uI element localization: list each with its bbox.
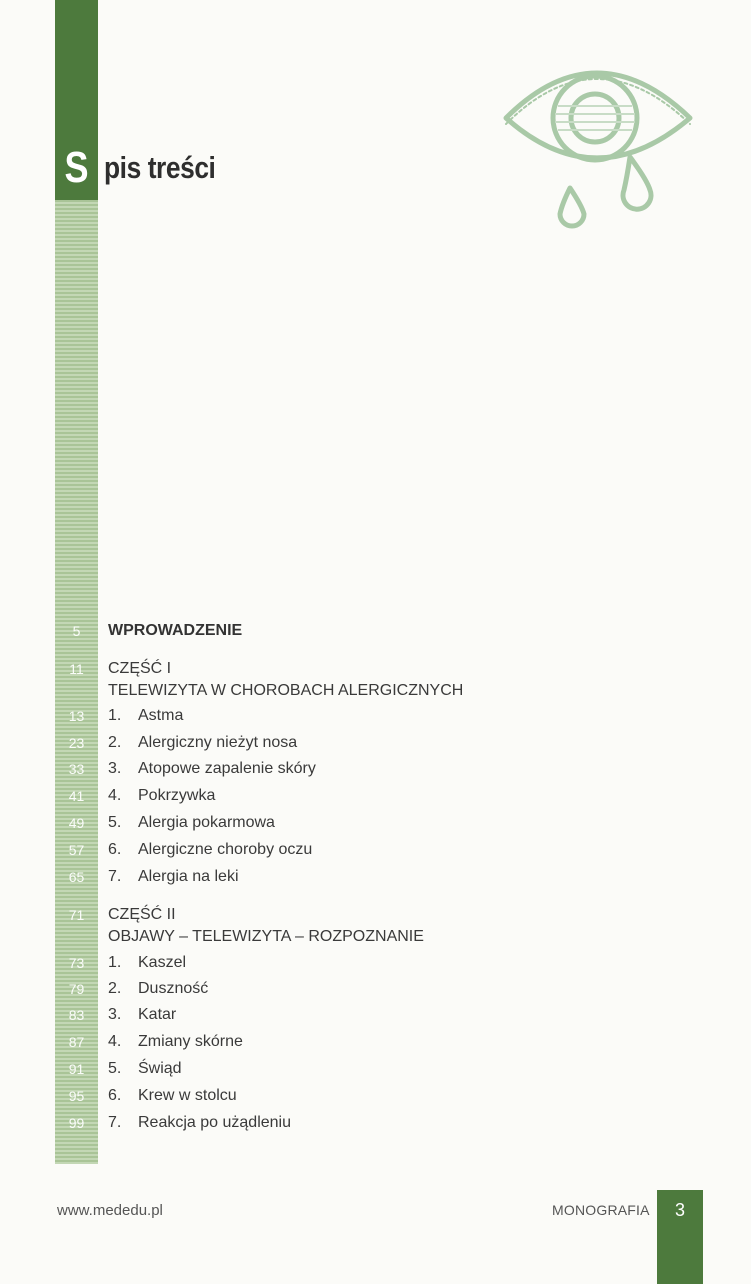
toc-page-number: 23 [68,735,85,751]
entry-number: 6. [108,1087,122,1104]
footer-url[interactable]: www.mededu.pl [57,1202,163,1219]
list-item[interactable] [0,950,751,976]
part-label: CZĘŚĆ I [108,660,172,677]
list-item[interactable] [0,703,751,729]
entry-title: Astma [138,707,184,724]
toc-entry [108,756,316,782]
list-item[interactable] [0,783,751,809]
toc-entry [108,864,239,890]
part-title: OBJAWY – TELEWIZYTA – ROZPOZNANIE [108,928,424,945]
entry-title: Alergia pokarmowa [138,814,275,831]
toc-part2-header[interactable] [0,902,751,945]
entry-number: 4. [108,1033,122,1050]
part-label: CZĘŚĆ II [108,906,176,923]
entry-number: 5. [108,1060,122,1077]
entry-title: Katar [138,1006,177,1023]
entry-title: Alergiczny nieżyt nosa [138,734,298,751]
entry-title: Alergia na leki [138,868,239,885]
entry-title: Duszność [138,980,209,997]
eye-with-tears-icon [500,48,700,240]
toc-page-number: 99 [68,1115,85,1131]
entry-title: Reakcja po użądleniu [138,1114,291,1131]
entry-title: Pokrzywka [138,787,216,804]
toc-page-number: 71 [68,907,85,923]
entry-title: Zmiany skórne [138,1033,243,1050]
toc-page-number: 79 [68,981,85,997]
list-item[interactable] [0,1029,751,1055]
toc-entry [108,1056,182,1082]
list-item[interactable] [0,1110,751,1136]
toc-page-number: 57 [68,842,85,858]
toc-page-number: 13 [68,708,85,724]
toc-entry [108,810,275,836]
toc-intro[interactable] [0,618,751,644]
list-item[interactable] [0,1002,751,1028]
list-item[interactable] [0,864,751,890]
entry-number: 2. [108,980,122,997]
toc-page-number: 91 [68,1061,85,1077]
entry-number: 1. [108,954,122,971]
list-item[interactable] [0,730,751,756]
entry-number: 1. [108,707,122,724]
entry-title: Krew w stolcu [138,1087,237,1104]
list-item[interactable] [0,1056,751,1082]
list-item[interactable] [0,1083,751,1109]
entry-title: Alergiczne choroby oczu [138,841,313,858]
title-initial: S [64,143,89,192]
toc-entry-title: WPROWADZENIE [108,622,243,639]
toc-entry [108,950,186,976]
toc-page-number: 41 [68,788,85,804]
entry-title: Atopowe zapalenie skóry [138,760,316,777]
toc-page-number: 83 [68,1007,85,1023]
toc-entry [108,1029,243,1055]
entry-title: Świąd [138,1060,182,1077]
toc-entry [108,1110,291,1136]
page-title: pis treści [104,150,216,185]
toc-page-number: 65 [68,869,85,885]
list-item[interactable] [0,810,751,836]
entry-number: 7. [108,1114,122,1131]
toc-entry [108,703,183,729]
list-item[interactable] [0,837,751,863]
entry-number: 6. [108,841,122,858]
entry-number: 3. [108,1006,122,1023]
toc-page-number: 11 [69,661,84,677]
footer-label: MONOGRAFIA [552,1202,650,1218]
toc-entry [108,1002,176,1028]
entry-number: 7. [108,868,122,885]
entry-number: 2. [108,734,122,751]
toc-entry [108,730,297,756]
list-item[interactable] [0,976,751,1002]
toc-page-number: 49 [68,815,85,831]
toc-part1-header[interactable] [0,656,751,699]
toc-page-number: 95 [68,1088,85,1104]
toc-entry [108,783,215,809]
toc-page-number: 87 [68,1034,85,1050]
toc-page-number: 5 [72,623,81,639]
page-number: 3 [674,1200,685,1220]
entry-number: 4. [108,787,122,804]
toc-page-number: 33 [68,761,85,777]
toc-page-number: 73 [68,955,85,971]
toc-entry [108,976,208,1002]
list-item[interactable] [0,756,751,782]
entry-title: Kaszel [138,954,187,971]
entry-number: 5. [108,814,122,831]
toc-entry [108,837,312,863]
toc-entry [108,1083,237,1109]
entry-number: 3. [108,760,122,777]
part-title: TELEWIZYTA W CHOROBACH ALERGICZNYCH [108,682,464,699]
